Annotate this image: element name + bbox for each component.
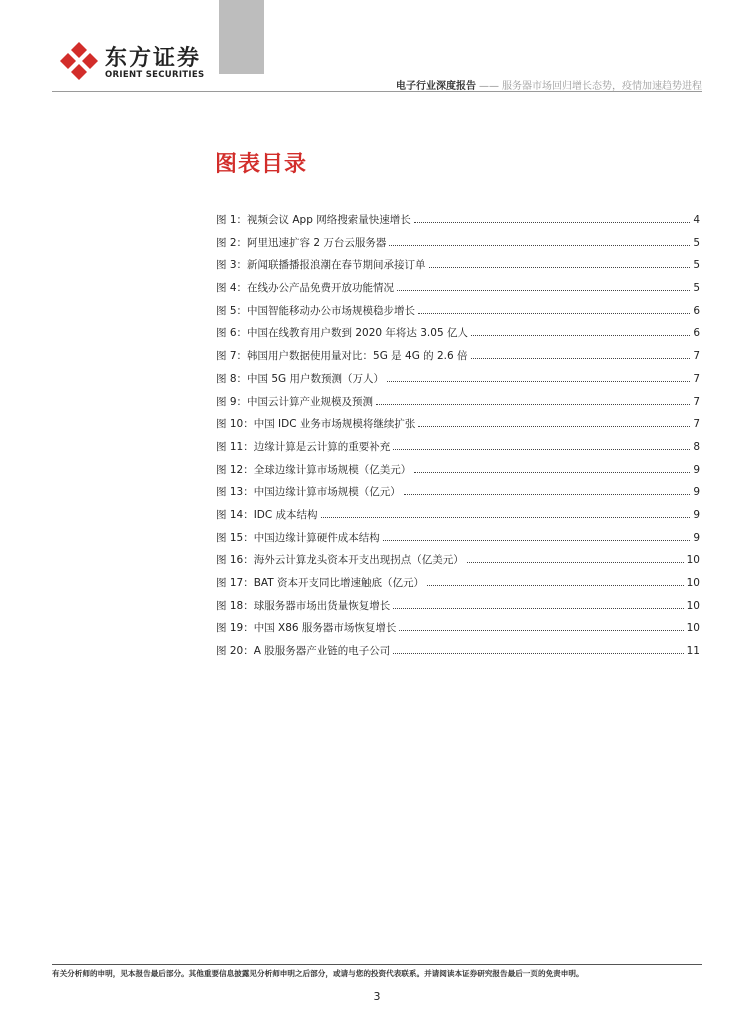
toc-entry-page: 7: [693, 395, 700, 408]
toc-leader-dots: [471, 327, 690, 336]
toc-leader-dots: [387, 373, 690, 382]
toc-leader-dots: [376, 396, 690, 405]
toc-leader-dots: [404, 486, 691, 495]
toc-entry-page: 9: [693, 531, 700, 544]
toc-entry-label: 图 11：边缘计算是云计算的重要补充: [216, 440, 391, 453]
toc-entry-page: 9: [693, 508, 700, 521]
toc-entry-label: 图 4：在线办公产品免费开放功能情况: [216, 282, 395, 295]
toc-leader-dots: [414, 214, 691, 223]
toc-entry[interactable]: [216, 643, 700, 666]
toc-entry[interactable]: [216, 394, 700, 417]
toc-leader-dots: [418, 418, 690, 427]
toc-leader-dots: [393, 645, 683, 654]
toc-entry-page: 10: [686, 554, 700, 567]
toc-entry-label: 图 19：中国 X86 服务器市场恢复增长: [216, 622, 397, 635]
toc-leader-dots: [393, 441, 690, 450]
header-accent-bar: [219, 0, 264, 74]
toc-entry[interactable]: [216, 348, 700, 371]
toc-entry-page: 9: [693, 486, 700, 499]
toc-entry[interactable]: [216, 484, 700, 507]
page-number: 3: [373, 990, 381, 1003]
toc-entry-label: 图 6：中国在线教育用户数到 2020 年将达 3.05 亿人: [216, 327, 468, 340]
header-separator: ——: [479, 81, 499, 92]
toc-entry-page: 6: [693, 304, 700, 317]
orient-securities-logo-icon: [58, 40, 100, 82]
toc-entry-page: 5: [693, 282, 700, 295]
toc-entry[interactable]: [216, 598, 700, 621]
toc-title: 图表目录: [215, 152, 308, 177]
toc-entry[interactable]: [216, 212, 700, 235]
toc-entry[interactable]: [216, 325, 700, 348]
toc-leader-dots: [471, 350, 691, 359]
toc-entry[interactable]: [216, 439, 700, 462]
toc-entry-page: 11: [686, 645, 700, 658]
toc-entry-page: 9: [693, 463, 700, 476]
toc-entry-page: 5: [693, 236, 700, 249]
toc-leader-dots: [389, 237, 690, 246]
report-header: [396, 77, 702, 92]
toc-entry[interactable]: [216, 620, 700, 643]
toc-entry-page: 7: [693, 350, 700, 363]
toc-leader-dots: [418, 305, 690, 314]
toc-entry-label: 图 14：IDC 成本结构: [216, 508, 318, 521]
toc-entry[interactable]: [216, 552, 700, 575]
toc-leader-dots: [467, 554, 684, 563]
toc-entry-page: 10: [686, 577, 700, 589]
toc-entry-page: 7: [693, 372, 700, 385]
toc-entry[interactable]: [216, 575, 700, 598]
toc-entry-label: 图 12：全球边缘计算市场规模（亿美元）: [216, 463, 412, 476]
toc-entry-page: 8: [693, 440, 700, 453]
toc-leader-dots: [383, 532, 691, 541]
toc-entry-page: 6: [693, 327, 700, 340]
toc-entry-label: 图 2：阿里迅速扩容 2 万台云服务器: [216, 236, 387, 249]
toc-leader-dots: [414, 464, 690, 473]
toc-entry-label: 图 20：A 股服务器产业链的电子公司: [216, 645, 391, 658]
toc-entry[interactable]: [216, 235, 700, 258]
toc-entry-label: 图 18：球服务器市场出货量恢复增长: [216, 599, 391, 612]
toc-entry-label: 图 7：韩国用户数据使用量对比：5G 是 4G 的 2.6 倍: [216, 350, 468, 363]
toc-entry[interactable]: [216, 462, 700, 485]
brand-name-cn: 东方证券: [105, 46, 202, 71]
toc-entry-label: 图 10：中国 IDC 业务市场规模将继续扩张: [216, 418, 416, 431]
toc-entry-label: 图 3：新闻联播播报浪潮在春节期间承接订单: [216, 259, 426, 272]
toc-entry[interactable]: [216, 371, 700, 394]
toc-entry-page: 10: [686, 622, 700, 635]
toc-entry-label: 图 1：视频会议 App 网络搜索量快速增长: [216, 214, 411, 226]
toc-list: [216, 212, 700, 666]
header-divider: [52, 91, 702, 92]
toc-leader-dots: [397, 282, 690, 291]
brand-name-en: ORIENT SECURITIES: [105, 70, 205, 80]
report-subtitle: 服务器市场回归增长态势，疫情加速趋势进程: [502, 81, 702, 92]
footer-disclaimer: 有关分析师的申明，见本报告最后部分。其他重要信息披露见分析师申明之后部分，或请与您的投资代表联系。并请阅读本证券研究报告最后一页的免责申明。: [52, 969, 584, 978]
toc-entry[interactable]: [216, 303, 700, 326]
brand-logo: [58, 40, 218, 84]
toc-entry-page: 7: [693, 418, 700, 431]
toc-entry[interactable]: [216, 530, 700, 553]
toc-entry-label: 图 13：中国边缘计算市场规模（亿元）: [216, 486, 401, 499]
toc-leader-dots: [399, 622, 683, 631]
toc-entry-label: 图 16：海外云计算龙头资本开支出现拐点（亿美元）: [216, 554, 464, 567]
toc-leader-dots: [321, 509, 691, 518]
footer-divider: [52, 964, 702, 965]
toc-entry-page: 4: [693, 214, 700, 226]
toc-leader-dots: [429, 259, 691, 268]
toc-entry[interactable]: [216, 280, 700, 303]
toc-entry-label: 图 8：中国 5G 用户数预测（万人）: [216, 372, 385, 385]
toc-entry-page: 5: [693, 259, 700, 272]
toc-entry[interactable]: [216, 416, 700, 439]
toc-entry-label: 图 15：中国边缘计算硬件成本结构: [216, 531, 380, 544]
toc-entry-label: 图 9：中国云计算产业规模及预测: [216, 395, 374, 408]
toc-entry[interactable]: [216, 507, 700, 530]
toc-entry-page: 10: [686, 599, 700, 612]
toc-leader-dots: [393, 600, 683, 609]
toc-entry-label: 图 17：BAT 资本开支同比增速触底（亿元）: [216, 577, 425, 589]
toc-leader-dots: [427, 577, 684, 586]
toc-entry-label: 图 5：中国智能移动办公市场规模稳步增长: [216, 304, 416, 317]
toc-entry[interactable]: [216, 257, 700, 280]
report-category: 电子行业深度报告: [396, 81, 476, 92]
